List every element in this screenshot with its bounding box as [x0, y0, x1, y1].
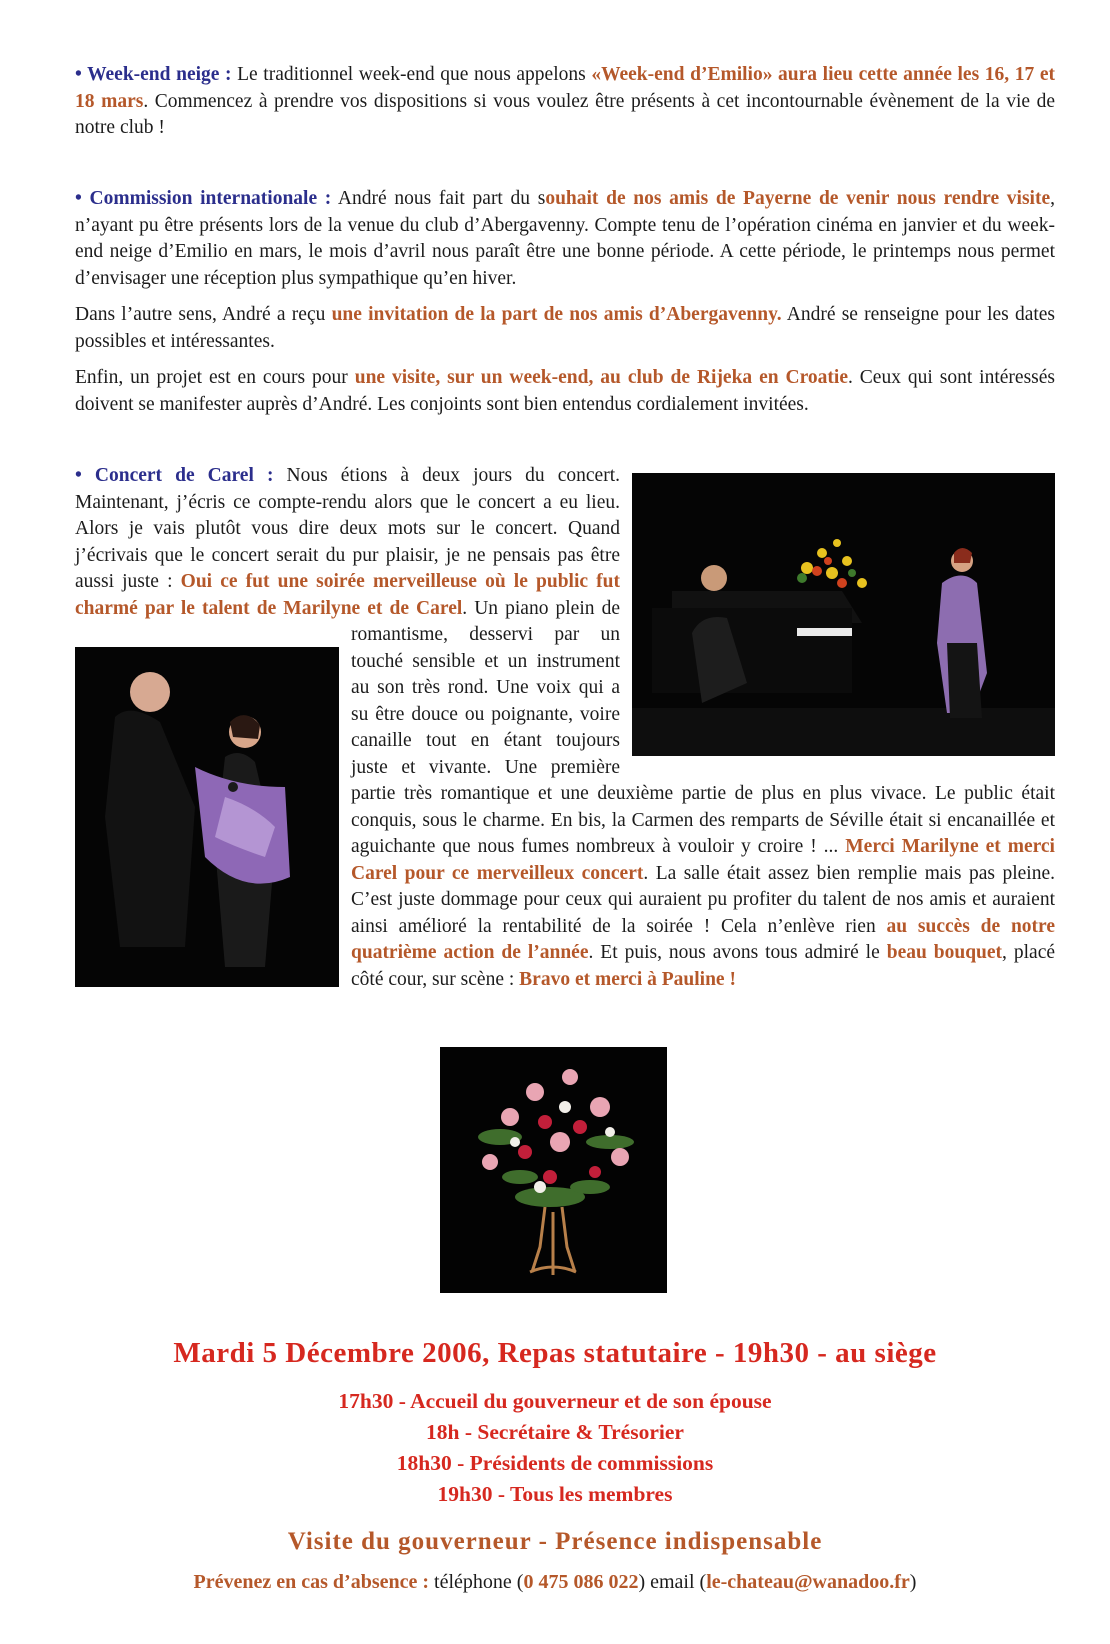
weekend-text-1: Le traditionnel week-end que nous appelons: [231, 64, 592, 85]
bouquet-photo: [440, 1047, 667, 1293]
weekend-label: • Week-end neige :: [75, 64, 232, 85]
event-title: Mardi 5 Décembre 2006, Repas statutaire - 19h30 - au siège: [173, 1337, 937, 1369]
visit-notice: Visite du gouverneur - Présence indispensable: [287, 1528, 823, 1555]
commission-text-1: André nous fait part du s: [331, 188, 546, 209]
weekend-text-2: . Commencez à prendre vos dispositions si vous voulez être présents à cet incontournable évènement de la vie de notre club !: [75, 90, 1055, 138]
contact-label: Prévenez en cas d’absence :: [193, 1571, 430, 1593]
contact-text-3: ): [909, 1571, 917, 1593]
concert-text-5: , placé côté cour, sur scène :: [351, 942, 1056, 990]
weekend-highlight: «Week-end d’Emilio» aura lieu cette année les 16, 17 et 18 mars: [75, 64, 1056, 112]
contact-line: [0, 1571, 1110, 1594]
concert-highlight-2: Merci Marilyne et merci Carel pour ce merveilleux concert: [351, 836, 1055, 884]
concert-highlight-4: beau bouquet: [886, 942, 1003, 963]
commission-p3-text-2: . Ceux qui sont intéressés doivent se manifester auprès d’André. Les conjoints sont bien entendus cordialement invitées.: [75, 367, 1055, 415]
concert-highlight-3: au succès de notre quatrième action de l’année: [351, 915, 1055, 963]
weekend-paragraph: [75, 62, 1055, 142]
concert-text-3: . La salle était assez bien remplie mais pas pleine. C’est juste dommage pour ceux qui auraient pu profiter du talent de nos amis et auraient ainsi amélioré la rentabilité de la soirée ! Cela n’enlève rien: [351, 862, 1055, 937]
contact-text-1: téléphone (: [429, 1571, 524, 1593]
commission-paragraph: [75, 186, 1055, 292]
applause-photo: [75, 647, 339, 987]
commission-p2-text-2: André se renseigne pour les dates possibles et intéressantes.: [75, 304, 1056, 352]
piano-photo: [632, 473, 1055, 756]
commission-paragraph-3: [75, 365, 1055, 418]
commission-p3-highlight: une visite, sur un week-end, au club de Rijeka en Croatie: [354, 367, 848, 388]
concert-highlight-5: Bravo et merci à Pauline !: [519, 968, 736, 990]
phone-number: 0 475 086 022: [523, 1571, 639, 1593]
concert-label: • Concert de Carel :: [75, 465, 274, 486]
concert-section: [75, 463, 1055, 1003]
commission-text-2: , n’ayant pu être présents lors de la venue du club d’Abergavenny. Compte tenu de l’opération cinéma en janvier et du week-end neige d’Emilio en mars, le mois d’avril nous paraît être une bonne période. A cette période, le printemps nous permet d’envisager une réception plus sympathique qu’en hiver.: [75, 188, 1056, 289]
commission-highlight: ouhait de nos amis de Payerne de venir nous rendre visite: [545, 188, 1051, 209]
concert-text-4: . Et puis, nous avons tous admiré le: [588, 942, 887, 963]
schedule-item: 17h30 - Accueil du gouverneur et de son épouse: [338, 1389, 772, 1413]
contact-text-2: ) email (: [638, 1571, 707, 1593]
commission-p2-highlight: une invitation de la part de nos amis d’Abergavenny.: [331, 304, 782, 325]
commission-paragraph-2: [75, 302, 1055, 355]
commission-p3-text-1: Enfin, un projet est en cours pour: [75, 367, 355, 388]
concert-text-2: . Un piano plein de romantisme, desservi par un touché sensible et un instrument au son très rond. Une voix qui a su être douce ou poignante, voire canaille tout en étant toujours juste et vivante. Une première partie très romantique et une deuxième partie de plus en plus vivace. Le public était conquis, sous le charme. En bis, la Carmen des remparts de Séville était si encanaillée et aguichante que nous fumes nombreux à vouloir y croire ! ...: [351, 597, 1055, 857]
schedule-item: 18h30 - Présidents de commissions: [396, 1451, 714, 1475]
commission-p2-text-1: Dans l’autre sens, André a reçu: [75, 304, 332, 325]
schedule-item: 18h - Secrétaire & Trésorier: [426, 1420, 684, 1444]
commission-label: • Commission internationale :: [75, 188, 332, 209]
email-link[interactable]: le-chateau@wanadoo.fr: [706, 1571, 910, 1593]
concert-text-1: Nous étions à deux jours du concert. Maintenant, j’écris ce compte-rendu alors que le concert a eu lieu. Alors je vais plutôt vous dire deux mots sur le concert. Quand j’écrivais que le concert serait du pur plaisir, je ne pensais pas être aussi juste :: [75, 465, 621, 592]
concert-highlight-1: Oui ce fut une soirée merveilleuse où le public fut charmé par le talent de Marilyne et de Carel: [75, 571, 620, 619]
schedule-item: 19h30 - Tous les membres: [437, 1482, 673, 1506]
